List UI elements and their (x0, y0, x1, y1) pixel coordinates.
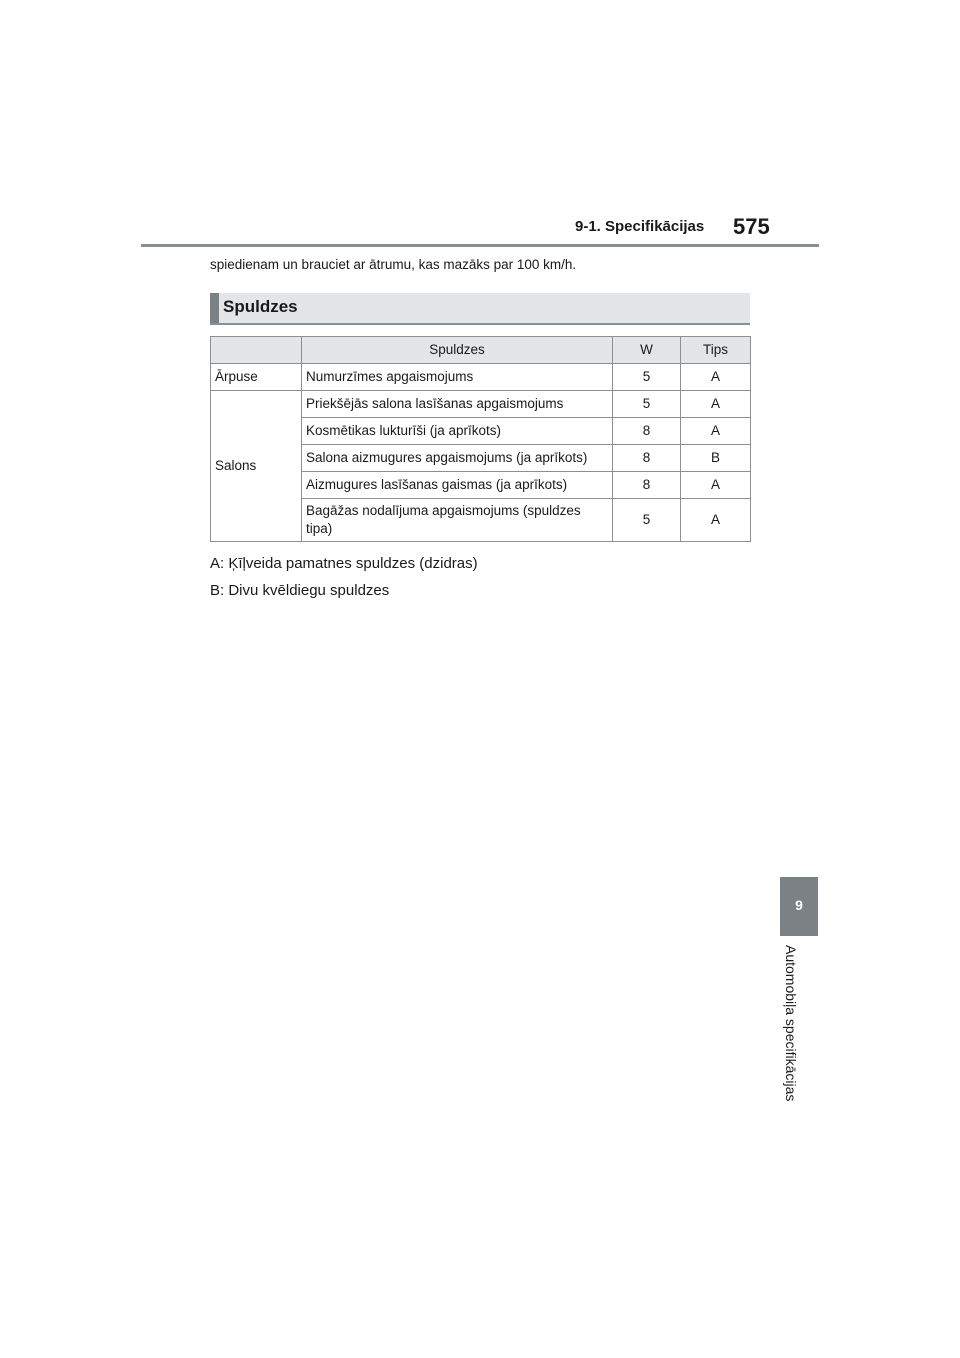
bulb-cell: Salona aizmugures apgaismojums (ja aprīkots) (302, 445, 613, 472)
watt-cell: 8 (613, 445, 681, 472)
intro-text: spiedienam un brauciet ar ātrumu, kas mazāks par 100 km/h. (210, 257, 577, 272)
type-cell: B (681, 445, 751, 472)
group-cell-interior: Salons (211, 391, 302, 542)
bulb-cell: Aizmugures lasīšanas gaismas (ja aprīkots) (302, 472, 613, 499)
type-cell: A (681, 391, 751, 418)
chapter-number: 9 (795, 897, 803, 913)
type-cell: A (681, 499, 751, 542)
watt-cell: 5 (613, 499, 681, 542)
chapter-tab (780, 877, 818, 936)
header-cell-group (211, 337, 302, 364)
type-cell: A (681, 472, 751, 499)
watt-cell: 5 (613, 364, 681, 391)
table-row (211, 364, 751, 391)
section-heading (210, 293, 750, 325)
table-row (211, 391, 751, 418)
bulb-cell: Priekšējās salona lasīšanas apgaismojums (302, 391, 613, 418)
group-cell-exterior: Ārpuse (211, 364, 302, 391)
bulbs-table (210, 336, 751, 542)
bulb-cell: Numurzīmes apgaismojums (302, 364, 613, 391)
header-cell-bulb: Spuldzes (302, 337, 613, 364)
page-number: 575 (733, 214, 770, 239)
header-cell-type: Tips (681, 337, 751, 364)
type-cell: A (681, 364, 751, 391)
chapter-label: Automobiļa specifikācijas (783, 945, 799, 1102)
running-header-section: 9-1. Specifikācijas (575, 218, 705, 235)
table-header-row (211, 337, 751, 364)
header-rule (141, 244, 819, 247)
section-title: Spuldzes (223, 297, 298, 316)
bulb-cell: Kosmētikas lukturīši (ja aprīkots) (302, 418, 613, 445)
note-a: A: Ķīļveida pamatnes spuldzes (dzidras) (210, 555, 478, 572)
note-b: B: Divu kvēldiegu spuldzes (210, 582, 390, 599)
watt-cell: 8 (613, 472, 681, 499)
watt-cell: 8 (613, 418, 681, 445)
section-heading-bar (210, 293, 219, 323)
bulb-cell: Bagāžas nodalījuma apgaismojums (spuldzes tipa) (302, 499, 613, 542)
type-cell: A (681, 418, 751, 445)
watt-cell: 5 (613, 391, 681, 418)
header-cell-watt: W (613, 337, 681, 364)
